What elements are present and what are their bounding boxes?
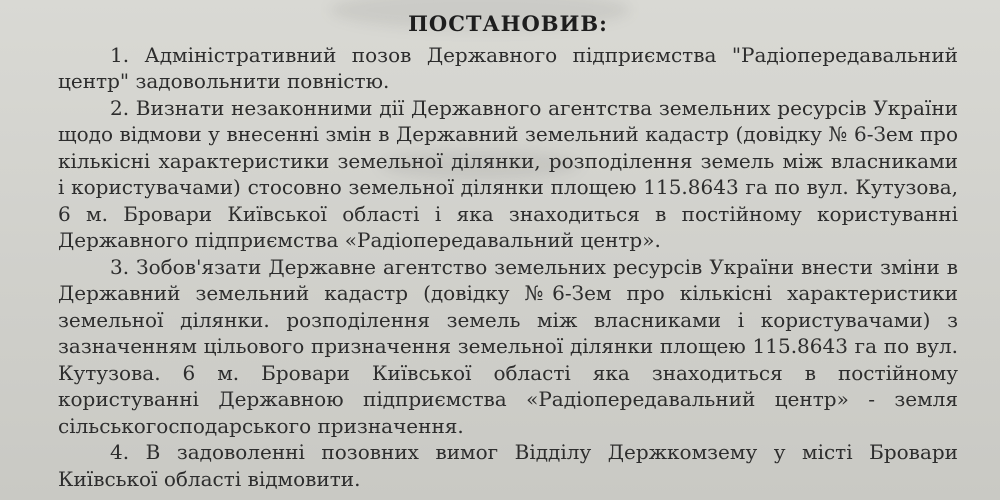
document-heading: ПОСТАНОВИВ: bbox=[408, 11, 608, 36]
paragraph-2-text: 2. Визнати незаконними дії Державного агентства земельних ресурсів України щодо відмови у внесенні змін в Державний земельний кадастр (довідку № 6-Зем про кількісні характеристики земельної ділянки, розподілення земель між власниками і користувачами) стосовно земельної ділянки площею 115.8643 га по вул. Кутузова, 6 м. Бровари Київської області і яка знаходиться в постійному користуванні Державного підприємства «Радіопередавальний центр». bbox=[58, 95, 958, 252]
paragraph-3-text: 3. Зобов'язати Державне агентство земельних ресурсів України внести зміни в Державний земельний кадастр (довідку №6-Зем про кількісні характеристики земельної ділянки. розподілення земель між власниками і користувачами) з зазначенням цільового призначення земельної ділянки площею 115.8643 га по вул. Кутузова. 6 м. Бровари Київської області яка знаходиться в постійному користуванні Державною підприємства «Радіопередавальний центр» - земля сільськогосподарського призначення. bbox=[58, 254, 958, 438]
paragraph-1-text: 1. Адміністративний позов Державного підприємства "Радіопередавальний центр" задовольнити повністю. bbox=[58, 42, 958, 93]
paragraph-1 bbox=[58, 42, 958, 95]
paragraph-3 bbox=[58, 254, 958, 440]
paragraph-2 bbox=[58, 95, 958, 254]
paragraph-4 bbox=[58, 439, 958, 492]
document-body bbox=[58, 0, 958, 492]
paragraph-4-text: 4. В задоволенні позовних вимог Відділу Держкомзему у місті Бровари Київської області відмовити. bbox=[58, 440, 958, 491]
